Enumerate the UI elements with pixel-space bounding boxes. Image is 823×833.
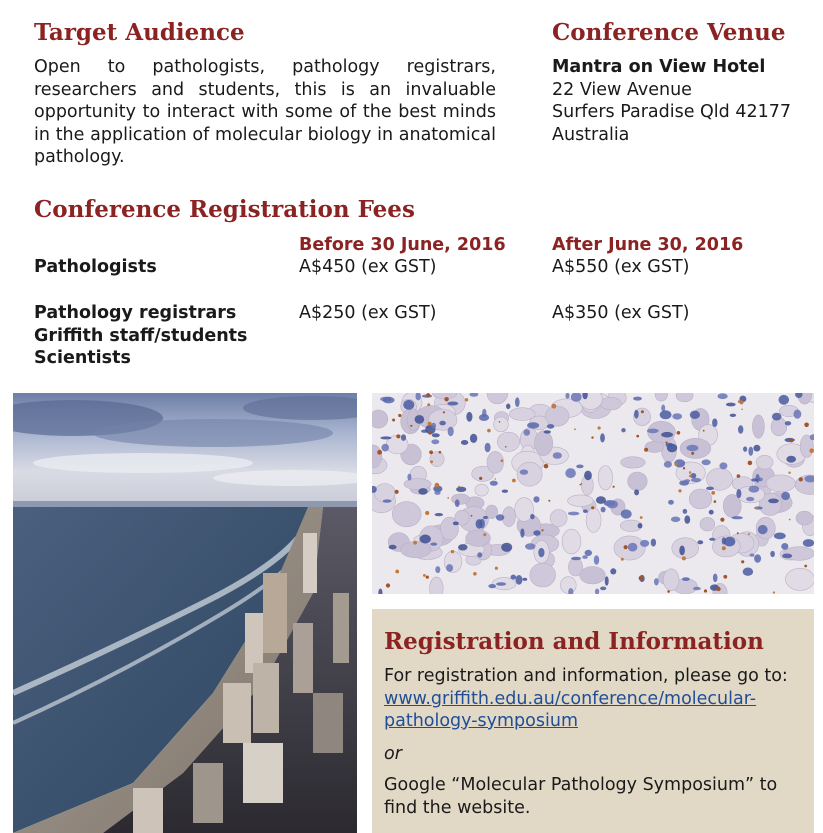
fees-heading: Conference Registration Fees [34, 196, 415, 223]
venue-country: Australia [552, 124, 630, 145]
venue-street: 22 View Avenue [552, 79, 692, 100]
fee-label-line: Griffith staff/students [34, 325, 248, 346]
registration-intro [384, 665, 804, 733]
venue-name: Mantra on View Hotel [552, 57, 766, 77]
venue-city: Surfers Paradise Qld 42177 [552, 102, 792, 122]
venue-address [552, 56, 817, 146]
fee-label-line: Pathology registrars [34, 303, 237, 323]
fee-row-label: Pathologists [34, 257, 157, 277]
fee-row-before: A$450 (ex GST) [299, 257, 437, 277]
registration-link-line: pathology-symposium [384, 711, 578, 731]
registration-heading: Registration and Information [384, 628, 764, 655]
surfers-paradise-photo [13, 393, 357, 833]
google-instructions: Google “Molecular Pathology Symposium” to find the website. [384, 775, 778, 818]
fees-col-after: After June 30, 2016 [552, 235, 744, 255]
fee-row-after: A$350 (ex GST) [552, 303, 690, 323]
venue-heading: Conference Venue [552, 19, 786, 46]
registration-link-line: www.griffith.edu.au/conference/molecular- [384, 688, 757, 709]
registration-info-box [372, 609, 814, 833]
target-audience-text: Open to pathologists, pathology registrars, researchers and students, this is an invaluable opportunity to interact with some of the best minds in the application of molecular biology in anatomical pathology. [34, 57, 496, 167]
fee-row-label [34, 302, 247, 370]
fees-col-before: Before 30 June, 2016 [299, 235, 506, 255]
fee-row-after: A$550 (ex GST) [552, 257, 690, 277]
registration-link[interactable] [384, 689, 756, 732]
registration-intro-text: For registration and information, please go to: [384, 666, 788, 686]
target-audience-heading: Target Audience [34, 19, 245, 46]
fee-row-before: A$250 (ex GST) [299, 303, 437, 323]
fee-label-line: Scientists [34, 348, 131, 368]
or-separator: or [384, 744, 402, 764]
histology-photo [372, 393, 814, 594]
